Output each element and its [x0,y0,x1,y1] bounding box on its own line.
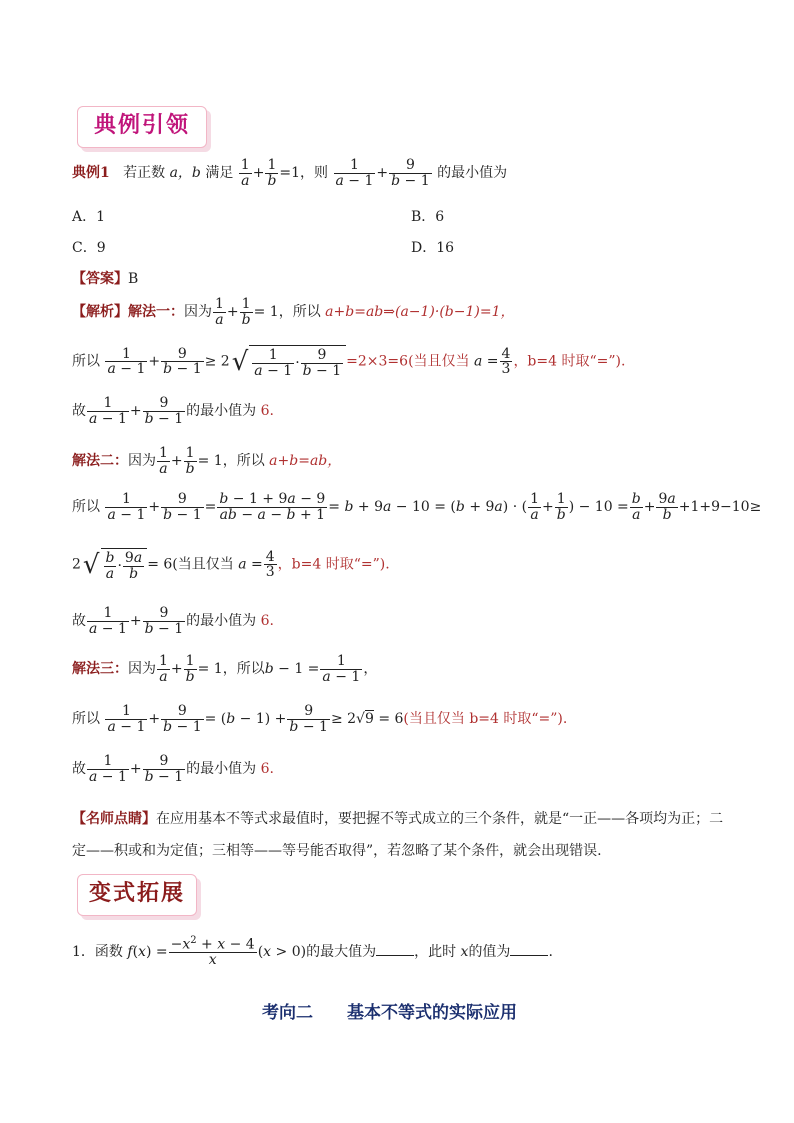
exercise-tail2: ，此时 [414,944,457,961]
example-stem: 典例1 若正数 a，b 满足 $\frac{1}{a}$ + $\frac{1}{b}$ =1，则 $\frac{1}{a - 1}$ + $\frac{9}{b - 1}$ 的最小值为 [72,157,508,189]
option-c [72,237,106,257]
so-text: ，所以 [278,304,321,321]
m3-line1-tail: ，所以 [222,661,265,678]
option-c-letter: C． [72,240,97,256]
stem-mid: 满足 [205,165,234,182]
tips-label: 【名师点睛】 [72,811,156,827]
m2-line3-tail: (当且仅当 [172,556,234,573]
tips-text-2: 定——积或和为定值；三相等——等号能否取得”，若忽略了某个条件，就会出现错误. [72,843,602,859]
method2-line2: 所以 $\frac{1}{a - 1}$ + $\frac{9}{b - 1}$ = $\frac{b - 1 + 9a - 9}{ab - a - b + 1}$ = b + 9a − 10 = (b + 9a) · ( $\frac{1}{a}$ + $\frac{1}{b}$ ) − 10 = $\frac{b}{a}$ + $\frac{9a}{b}$ +1+9−10≥ [72,491,762,523]
m1-line2-tail: ，b=4 时取“=”). [513,353,626,370]
option-a-value: 1 [96,209,106,225]
stem-vars: a，b [169,165,201,182]
variant-header-box [77,874,197,916]
min-value-1: 6. [260,403,274,420]
frac-1-a: $\frac{1}{a}$ [240,157,250,189]
conclude-suffix-1: 的最小值为 [186,403,257,420]
stem-cond-rhs: =1，则 [279,165,329,182]
method2-label: 解法二： [72,453,128,470]
tips-line2 [72,840,602,860]
option-d-value: 16 [436,240,455,256]
so-text-2: ，所以 [222,453,265,470]
because-text-3: 因为 [128,661,156,678]
frac-1-b: $\frac{1}{b}$ [241,296,251,328]
method3-label: 解法三： [72,661,128,678]
tips-text-1: 在应用基本不等式求最值时，要把握不等式成立的三个条件，就是“一正——各项均为正；二 [156,811,724,827]
a-eq-1: a = [473,353,499,370]
m2-line3-end: ，b=4 时取“=”). [277,556,390,573]
exercise-tail1: 的最大值为 [306,944,377,961]
conclude-prefix-3: 故 [72,761,86,778]
frac-1-a: $\frac{1}{a}$ [215,296,224,328]
method1-label: 解法一： [128,304,184,321]
section-title: 考向二 基本不等式的实际应用 [262,1003,517,1023]
method1-line2: 所以 $\frac{1}{a - 1}$ + $\frac{9}{b - 1}$ ≥ 2√ $\frac{1}{a - 1}$ · $\frac{9}{b - 1}$ =2×3=6(当且仅当 a = $\frac{4}{3}$ ，b=4 时取“=”). [72,345,626,379]
frac-4-3: $\frac{4}{3}$ [501,345,511,378]
a-eq-2: a = [238,556,263,573]
conclusion-1: 故 $\frac{1}{a - 1}$ + $\frac{9}{b - 1}$ 的最小值为 6. [72,395,274,427]
option-d [411,237,454,257]
example-label: 典例1 [72,165,110,182]
analysis-label: 【解析】 [72,304,128,321]
because-text: 因为 [184,304,212,321]
option-c-value: 9 [96,240,106,256]
min-value-2: 6. [260,613,274,630]
sqrt-body: $\frac{1}{a - 1}$ · $\frac{9}{b - 1}$ [249,345,346,378]
so-prefix-2: 所以 [72,499,100,516]
option-d-letter: D． [411,240,437,256]
m2-line2-tail: +1+9−10≥ [678,499,762,516]
m1-line1-tail: a+b=ab⇒(a−1)·(b−1)=1， [325,304,515,321]
because-text-2: 因为 [128,453,156,470]
conclusion-2: 故 $\frac{1}{a - 1}$ + $\frac{9}{b - 1}$ 的最小值为 6. [72,605,274,637]
method3-line2: 所以 $\frac{1}{a - 1}$ + $\frac{9}{b - 1}$ = (b − 1) + $\frac{9}{b - 1}$ ≥ 2√9 = 6(当且仅当 b=4 时取“=”). [72,703,568,735]
exercise-tail3: 的值为 [468,944,511,961]
example-header-title: 典例引领 [93,113,190,138]
frac-1-a-1: $\frac{1}{a - 1}$ [335,157,374,189]
so-prefix: 所以 [72,353,100,370]
answer-blank-1[interactable] [376,943,414,956]
method2-line3: 2√ $\frac{b}{a}$ · $\frac{9a}{b}$ = 6(当且仅当 a = $\frac{4}{3}$ ，b=4 时取“=”). [72,548,390,582]
so-prefix-3: 所以 [72,711,100,728]
exercise-tail4: . [548,944,553,961]
sqrt-symbol: √ [231,346,249,377]
conclude-prefix-2: 故 [72,613,86,630]
conclusion-3: 故 $\frac{1}{a - 1}$ + $\frac{9}{b - 1}$ 的最小值为 6. [72,753,274,785]
option-a [72,206,105,226]
frac-9-b-1: $\frac{9}{b - 1}$ [391,157,430,189]
option-b [411,206,444,226]
option-b-value: 6 [435,209,445,225]
method3-line1: 解法三：因为 $\frac{1}{a}$ + $\frac{1}{b}$ = 1，所以b − 1 = $\frac{1}{a - 1}$ ， [72,653,378,685]
tips-line1 [72,808,723,828]
answer-label: 【答案】 [72,271,128,287]
exercise-number: 1．函数 [72,944,123,961]
stem-prefix: 若正数 [123,165,166,182]
option-a-letter: A． [72,209,97,225]
frac-9-b-1: $\frac{9}{b - 1}$ [163,345,202,378]
answer-blank-2[interactable] [510,943,548,956]
exercise-1: 1．函数 f(x) = $\frac{-x^2 + x - 4}{x}$ (x > 0)的最大值为 ，此时 x的值为 . [72,935,553,969]
option-b-letter: B． [411,209,436,225]
conclude-suffix-3: 的最小值为 [186,761,257,778]
m1-line2-mid: =2×3=6(当且仅当 [346,353,470,370]
min-value-3: 6. [260,761,274,778]
variant-header-title: 变式拓展 [88,881,185,906]
frac-1-a-1: $\frac{1}{a - 1}$ [107,345,146,378]
stem-suffix: 的最小值为 [437,165,508,182]
method2-line1: 解法二：因为 $\frac{1}{a}$ + $\frac{1}{b}$ = 1，所以 a+b=ab， [72,445,342,477]
eq-six-2: = 6 [378,711,404,728]
answer-line [72,268,138,288]
m3-line2-tail: (当且仅当 b=4 时取“=”). [403,711,568,728]
m2-line1-tail: a+b=ab， [269,453,342,470]
example-header-box [77,106,207,148]
conclude-suffix-2: 的最小值为 [186,613,257,630]
eq-six-1: = 6 [147,556,173,573]
method1-line1: 【解析】解法一：因为 $\frac{1}{a}$ + $\frac{1}{b}$ = 1，所以 a+b=ab⇒(a−1)·(b−1)=1， [72,296,515,328]
conclude-prefix-1: 故 [72,403,86,420]
frac-1-b: $\frac{1}{b}$ [267,157,277,189]
answer-value: B [128,271,139,287]
